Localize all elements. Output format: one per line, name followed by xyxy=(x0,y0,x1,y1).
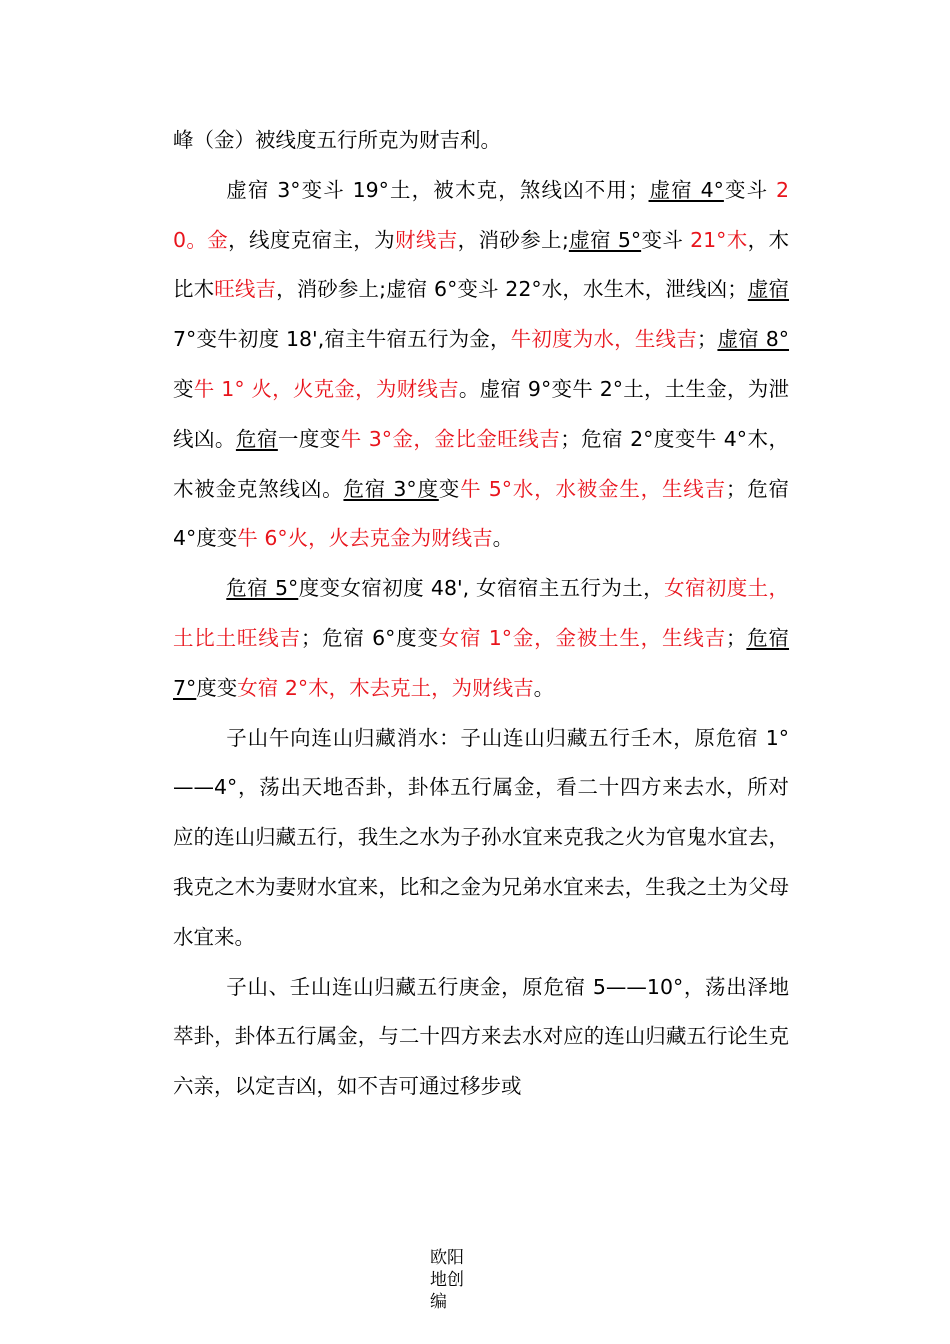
underlined-text: 虚宿 5° xyxy=(568,227,642,252)
highlighted-text: 财线吉 xyxy=(395,227,458,252)
underlined-text: 危宿 3°度 xyxy=(343,476,439,501)
highlighted-text: 牛 5°水，水被金生，生线吉 xyxy=(460,476,726,501)
text-run: 子山午向连山归藏消水：子山连山归藏五行壬木，原危宿 1°——4°，荡出天地否卦，卦体五行属金，看二十四方来去水，所对应的连山归藏五行，我生之水为子孙水宜来克我之火为官鬼水宜去，我克之木为妻财水宜来，比和之金为兄弟水宜来去，生我之土为父母水宜来。 xyxy=(173,725,789,949)
highlighted-text: 牛初度为水，生线吉 xyxy=(510,327,697,352)
text-run: ； xyxy=(696,327,718,352)
highlighted-text: 牛 3°金，金比金旺线吉 xyxy=(340,426,561,451)
text-run: 变 xyxy=(438,476,461,501)
text-run: ，消砂参上;虚宿 6°变斗 22°水，水生木，泄线凶； xyxy=(276,277,748,302)
underlined-text: 危宿 5° xyxy=(226,576,299,601)
highlighted-text: 牛 1° 火，火克金，为财线吉 xyxy=(193,376,459,401)
underlined-text: 危宿 7° xyxy=(173,625,790,700)
text-run: ，消砂参上; xyxy=(457,227,569,252)
text-run: 。虚宿 9°变牛 2°土，土生金，为泄线凶。 xyxy=(173,376,790,451)
highlighted-text: 20。金 xyxy=(173,177,789,252)
highlighted-text: 旺线吉 xyxy=(214,277,277,302)
text-run: ，线度克宿主，为 xyxy=(228,227,396,252)
text-run: 变斗 xyxy=(723,177,776,202)
underlined-text: 虚宿 8° xyxy=(717,327,790,352)
text-run: ；危宿 2°度变牛 4°木，木被金克煞线凶。 xyxy=(173,426,789,501)
document-body xyxy=(173,116,789,1112)
text-run: 度变 xyxy=(196,675,238,700)
text-run: 变 xyxy=(173,376,194,401)
paragraph xyxy=(173,963,789,1112)
highlighted-text: 女宿初度土，土比土旺线吉 xyxy=(173,576,790,650)
underlined-text: 危宿 xyxy=(235,426,278,451)
highlighted-text: 女宿 1°金，金被土生，生线吉 xyxy=(438,625,726,650)
text-run: ；危宿 6°度变 xyxy=(300,625,439,650)
text-run: 一度变 xyxy=(277,426,341,451)
paragraph xyxy=(173,564,789,713)
underlined-text: 虚宿 4° xyxy=(648,177,724,202)
text-run: ； xyxy=(725,625,747,650)
text-run: 7°变牛初度 18',宿主牛宿五行为金， xyxy=(173,327,511,352)
text-run: ；危宿 4°度变 xyxy=(173,476,790,551)
text-run: 度变女宿初度 48', 女宿宿主五行为土， xyxy=(298,576,665,601)
text-run: 变斗 xyxy=(641,227,691,252)
highlighted-text: 21°木 xyxy=(690,227,748,252)
text-run: 。 xyxy=(533,675,555,700)
text-run: ，木比木 xyxy=(173,227,790,302)
page-footer: 欧阳地创编 xyxy=(430,1248,464,1312)
text-run: 。 xyxy=(492,526,514,551)
highlighted-text: 牛 6°火，火去克金为财线吉 xyxy=(237,526,493,551)
highlighted-text: 女宿 2°木，木去克土，为财线吉 xyxy=(237,675,534,700)
text-run: 虚宿 3°变斗 19°土，被木克，煞线凶不用； xyxy=(226,177,649,202)
underlined-text: 虚宿 xyxy=(747,277,790,302)
paragraph xyxy=(173,116,789,166)
paragraph xyxy=(173,714,789,963)
text-run: 峰（金）被线度五行所克为财吉利。 xyxy=(173,128,501,152)
paragraph xyxy=(173,166,789,564)
text-run: 子山、壬山连山归藏五行庚金，原危宿 5——10°，荡出泽地萃卦，卦体五行属金，与二十四方来去水对应的连山归藏五行论生克六亲，以定吉凶，如不吉可通过移步或 xyxy=(173,974,789,1099)
